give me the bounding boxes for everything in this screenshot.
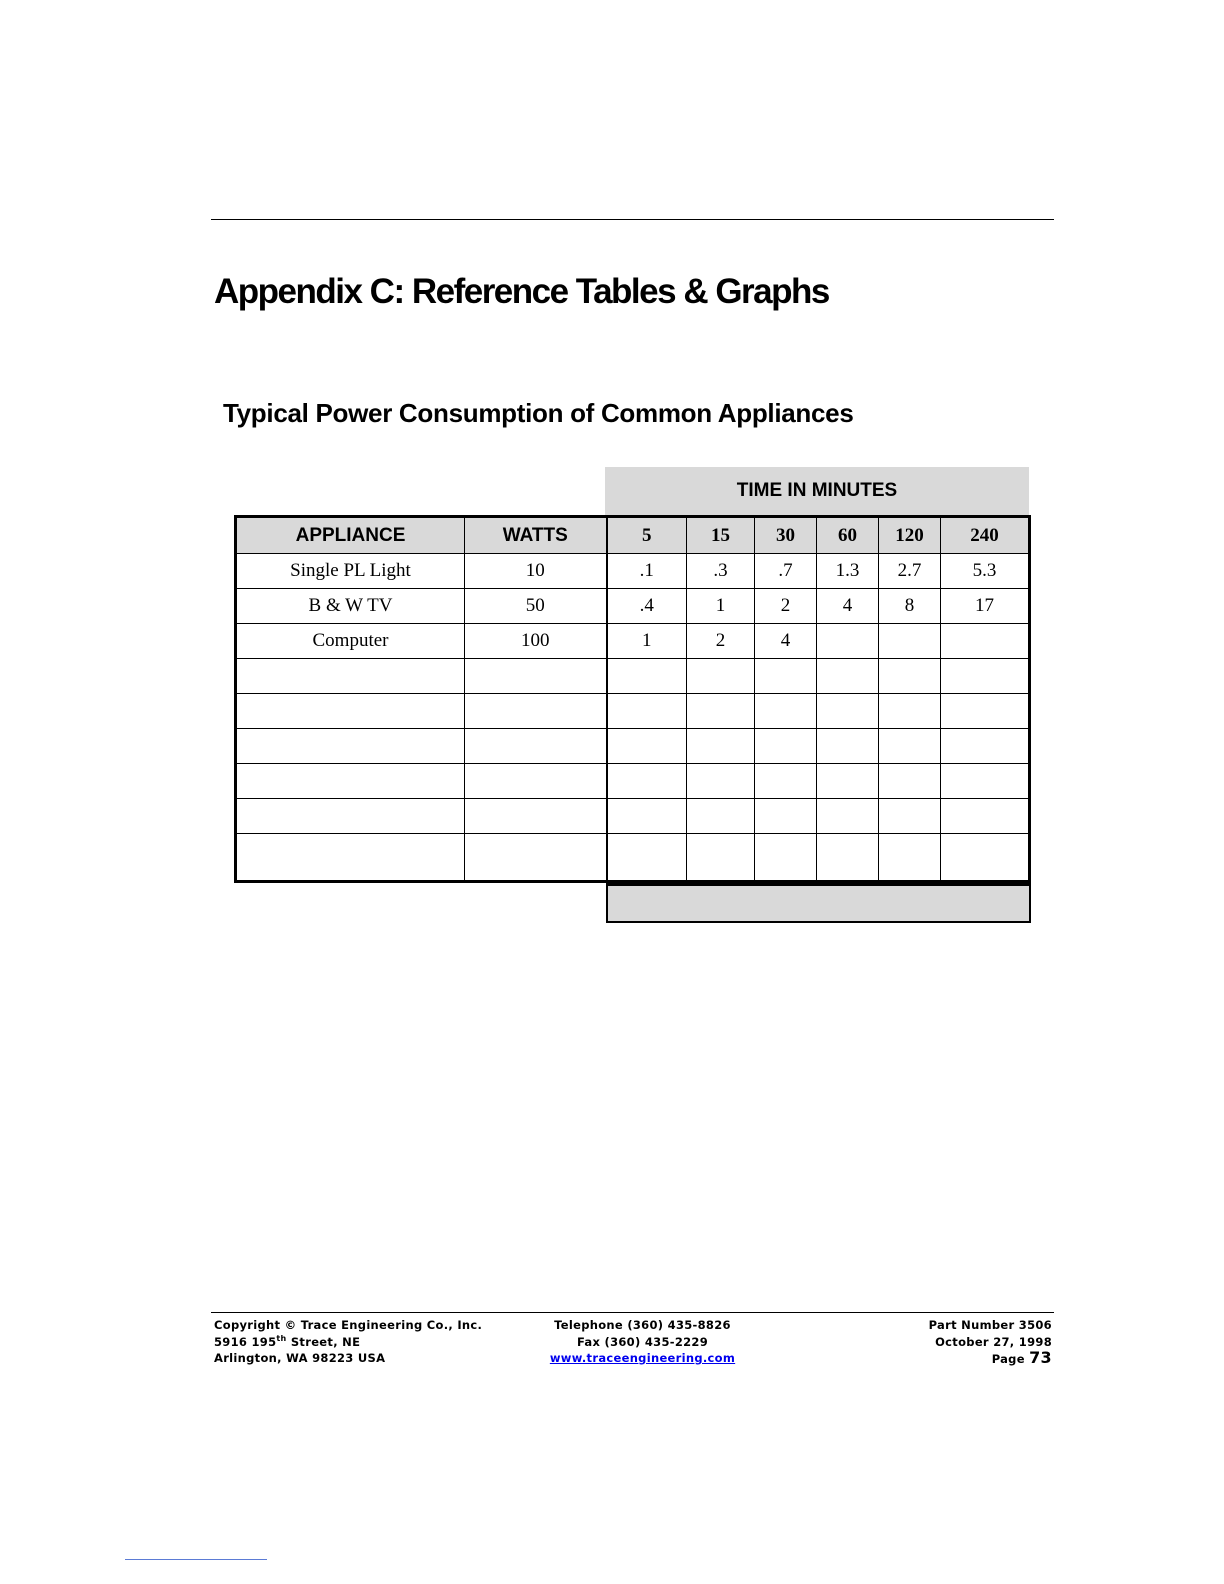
column-header-time: 60: [817, 517, 879, 554]
top-rule: [211, 219, 1054, 220]
value-cell: [941, 694, 1030, 729]
value-cell: [941, 764, 1030, 799]
column-header-appliance: APPLIANCE: [236, 517, 465, 554]
column-header-time: 15: [687, 517, 755, 554]
table-row: [236, 554, 1030, 589]
table-row: [236, 694, 1030, 729]
value-cell: [687, 799, 755, 834]
table-row: [236, 834, 1030, 882]
value-cell: [687, 659, 755, 694]
watts-cell: 50: [465, 589, 607, 624]
footer-address: [214, 1317, 482, 1367]
value-cell: [607, 694, 687, 729]
value-cell: [817, 764, 879, 799]
value-cell: [817, 729, 879, 764]
value-cell: [687, 834, 755, 882]
table-footer-bar: [606, 883, 1031, 923]
watts-cell: [465, 764, 607, 799]
value-cell: [607, 659, 687, 694]
value-cell: [879, 764, 941, 799]
appliance-cell: [236, 694, 465, 729]
value-cell: 17: [941, 589, 1030, 624]
document-date: October 27, 1998: [935, 1334, 1052, 1349]
value-cell: [817, 799, 879, 834]
telephone-text: Telephone (360) 435-8826: [554, 1318, 731, 1332]
watts-cell: [465, 834, 607, 882]
city-address: Arlington, WA 98223 USA: [214, 1351, 386, 1365]
value-cell: [687, 729, 755, 764]
fax-text: Fax (360) 435-2229: [576, 1334, 709, 1349]
value-cell: .7: [755, 554, 817, 589]
value-cell: [687, 764, 755, 799]
appliance-cell: [236, 764, 465, 799]
time-in-minutes-header: TIME IN MINUTES: [605, 467, 1029, 515]
column-header-time: 5: [607, 517, 687, 554]
table-row: [236, 729, 1030, 764]
watts-cell: [465, 799, 607, 834]
appliance-cell: [236, 729, 465, 764]
value-cell: [607, 764, 687, 799]
power-consumption-table-wrapper: [234, 515, 1031, 883]
value-cell: [755, 729, 817, 764]
value-cell: [817, 659, 879, 694]
value-cell: [755, 799, 817, 834]
value-cell: [817, 834, 879, 882]
column-header-watts: WATTS: [465, 517, 607, 554]
page-number: 73: [1029, 1348, 1052, 1367]
watts-cell: [465, 659, 607, 694]
table-row: [236, 764, 1030, 799]
appliance-cell: B & W TV: [236, 589, 465, 624]
value-cell: 2.7: [879, 554, 941, 589]
value-cell: [879, 624, 941, 659]
watts-cell: 100: [465, 624, 607, 659]
column-header-time: 240: [941, 517, 1030, 554]
value-cell: [755, 834, 817, 882]
part-number-text: Part Number 3506: [928, 1318, 1052, 1332]
value-cell: [687, 694, 755, 729]
value-cell: [941, 834, 1030, 882]
value-cell: [879, 834, 941, 882]
footer-contact: [495, 1317, 790, 1367]
watts-cell: [465, 729, 607, 764]
value-cell: 1: [687, 589, 755, 624]
value-cell: [817, 694, 879, 729]
value-cell: .3: [687, 554, 755, 589]
value-cell: 2: [687, 624, 755, 659]
value-cell: [941, 659, 1030, 694]
appliance-cell: Computer: [236, 624, 465, 659]
value-cell: 2: [755, 589, 817, 624]
value-cell: [755, 764, 817, 799]
footer-document-info: [929, 1317, 1052, 1368]
appliance-cell: Single PL Light: [236, 554, 465, 589]
column-header-time: 120: [879, 517, 941, 554]
table-row: [236, 624, 1030, 659]
value-cell: 1.3: [817, 554, 879, 589]
footnote-separator: [125, 1559, 267, 1560]
table-header-row: [236, 517, 1030, 554]
value-cell: [941, 799, 1030, 834]
value-cell: [607, 834, 687, 882]
table-row: [236, 659, 1030, 694]
value-cell: [755, 694, 817, 729]
column-header-time: 30: [755, 517, 817, 554]
appliance-cell: [236, 834, 465, 882]
section-title: Typical Power Consumption of Common Appliances: [223, 398, 854, 428]
value-cell: [817, 624, 879, 659]
page-title: Appendix C: Reference Tables & Graphs: [214, 272, 829, 311]
value-cell: 4: [817, 589, 879, 624]
footer-rule: [211, 1312, 1054, 1313]
value-cell: 4: [755, 624, 817, 659]
copyright-text: Copyright © Trace Engineering Co., Inc.: [214, 1318, 483, 1332]
value-cell: 5.3: [941, 554, 1030, 589]
value-cell: .1: [607, 554, 687, 589]
value-cell: [607, 729, 687, 764]
value-cell: 1: [607, 624, 687, 659]
value-cell: [879, 659, 941, 694]
value-cell: 8: [879, 589, 941, 624]
value-cell: .4: [607, 589, 687, 624]
appliance-cell: [236, 799, 465, 834]
value-cell: [941, 729, 1030, 764]
street-address: 5916 195th Street, NE: [214, 1333, 361, 1349]
value-cell: [755, 659, 817, 694]
value-cell: [607, 799, 687, 834]
power-consumption-table: [234, 515, 1031, 883]
table-row: [236, 799, 1030, 834]
value-cell: [879, 799, 941, 834]
watts-cell: 10: [465, 554, 607, 589]
value-cell: [941, 624, 1030, 659]
appliance-cell: [236, 659, 465, 694]
watts-cell: [465, 694, 607, 729]
value-cell: [879, 729, 941, 764]
website-link[interactable]: www.traceengineering.com: [549, 1351, 736, 1365]
table-row: [236, 589, 1030, 624]
page-indicator: Page 73: [991, 1348, 1052, 1367]
value-cell: [879, 694, 941, 729]
